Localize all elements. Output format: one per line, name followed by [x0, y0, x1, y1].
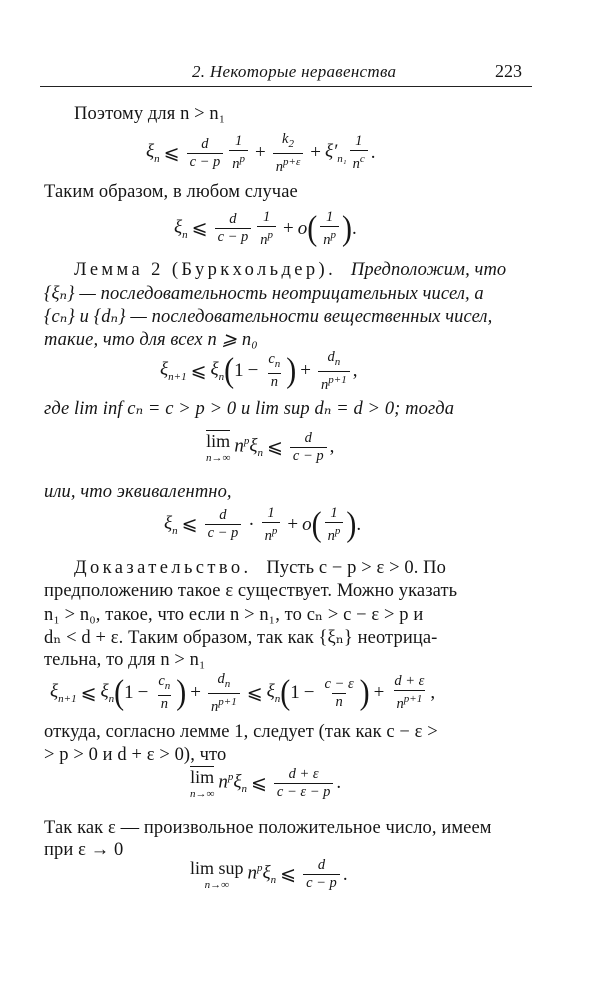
formula-4: lim n→∞ $n^p\xi_n$ ⩽ $\frac{d}{c - p}$ , — [206, 429, 335, 464]
text-line: Таким образом, в любом случае — [44, 182, 298, 202]
running-header — [40, 60, 532, 87]
formula-6: $\xi_{n+1}$ ⩽ $\xi_n$ ( 1 − $\frac{c_n}{n}$ ) + $\frac{d_n}{n^{p+1}}$ ⩽ $\xi_n$ ( 1 − $\frac{c - \varepsilon}{n}$ ) + $\frac{d + \varepsilon}{n^{p+1}}$ , — [50, 671, 436, 715]
text-line: Так как ε — произвольное положительное число, имеем — [44, 818, 492, 838]
text-line: {ξₙ} — последовательность неотрицательных чисел, а — [44, 284, 484, 304]
proof-heading — [74, 558, 446, 579]
text-line: n₁ > n₀, такое, что если n > n₁, то cₙ > c − ε > p и — [44, 605, 424, 625]
text-line: {cₙ} и {dₙ} — последовательности вещественных чисел, — [44, 307, 493, 327]
text-line: при ε → 0 — [44, 840, 124, 860]
text-line: Поэтому для n > n₁ — [74, 104, 226, 124]
lemma-name: Лемма 2 (Буркхольдер). — [74, 260, 337, 280]
text-line: тельна, то для n > n₁ — [44, 650, 206, 670]
text-line: dₙ < d + ε. Таким образом, так как {ξₙ} неотрица- — [44, 628, 438, 648]
proof-text: Пусть c − p > ε > 0. По — [266, 558, 446, 578]
lemma-text: Предположим, что — [350, 260, 507, 280]
text-line: или, что эквивалентно, — [44, 482, 232, 502]
formula-5: $\xi_n$ ⩽ $\frac{d}{c - p}$ · $\frac{1}{n^p}$ + o ( $\frac{1}{n^p}$ ) . — [164, 505, 362, 544]
text-line: откуда, согласно лемме 1, следует (так как c − ε > — [44, 722, 438, 742]
text-line: > p > 0 и d + ε > 0), что — [44, 745, 227, 765]
text-line: где lim inf cₙ = c > p > 0 и lim sup dₙ = d > 0; тогда — [44, 399, 455, 419]
text-line: предположению такое ε существует. Можно указать — [44, 581, 458, 601]
formula-3: $\xi_{n+1}$ ⩽ $\xi_n$ ( 1 − $\frac{c_n}{n}$ ) + $\frac{d_n}{n^{p+1}}$ , — [160, 349, 358, 393]
text-line: такие, что для всех n ⩾ n₀ — [44, 330, 258, 350]
section-title: 2. Некоторые неравенства — [192, 62, 397, 81]
formula-1: $\xi_n$ ⩽ $\frac{d}{c - p}$ $\frac{1}{n^p}$ + $\frac{k_2}{n^{p+\varepsilon}}$ + $\xi'_{n_1}$ $\frac{1}{n^c}$ . — [146, 131, 376, 175]
formula-2: $\xi_n$ ⩽ $\frac{d}{c - p}$ $\frac{1}{n^p}$ + o ( $\frac{1}{n^p}$ ) . — [174, 209, 357, 248]
formula-7: lim n→∞ $n^p\xi_n$ ⩽ $\frac{d + \varepsilon}{c - \varepsilon - p}$ . — [190, 765, 342, 800]
page-number: 223 — [495, 61, 522, 81]
proof-name: Доказательство. — [74, 558, 252, 578]
formula-8: lim sup n→∞ $n^p\xi_n$ ⩽ $\frac{d}{c - p}$ . — [190, 857, 348, 891]
lemma-heading — [74, 260, 506, 281]
